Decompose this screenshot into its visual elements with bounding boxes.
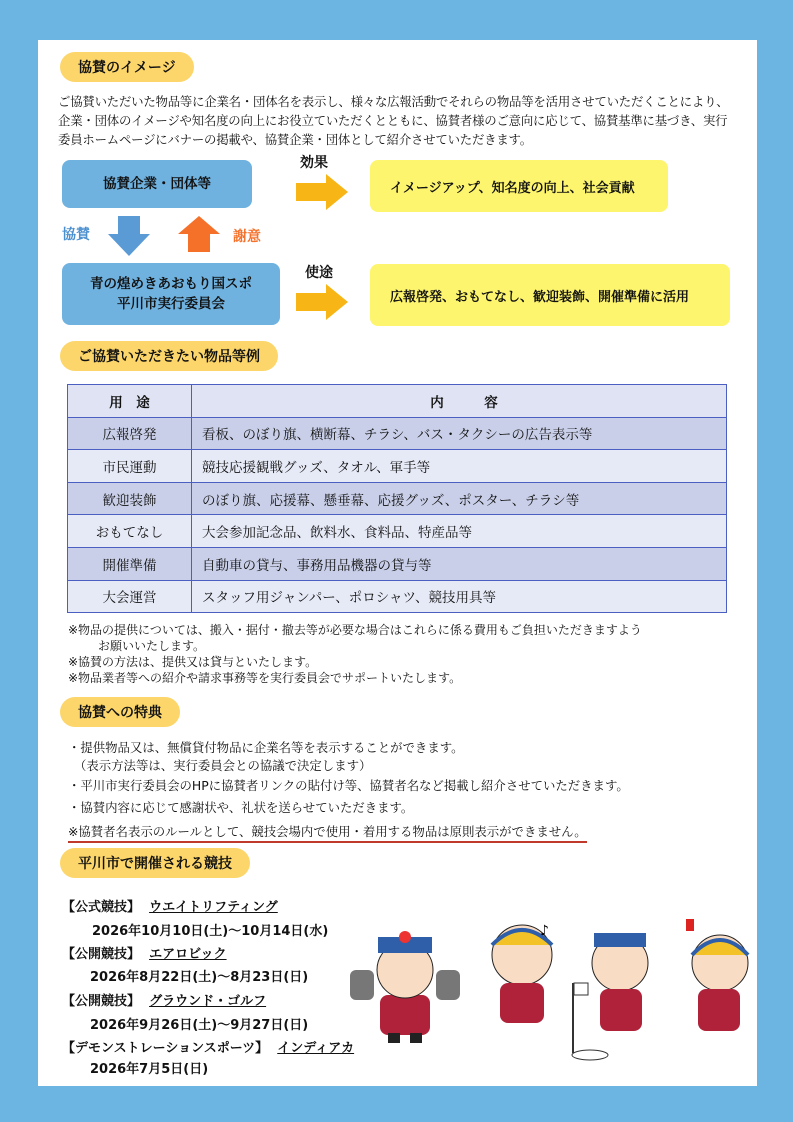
effect-label: 効果 (300, 155, 328, 171)
svg-text:♪: ♪ (540, 923, 549, 939)
benefit-item: （表示方法等は、実行委員会との協議で決定します） (74, 758, 372, 773)
committee-line1: 青の煌めきあおもり国スポ (90, 276, 252, 292)
row-content: 競技応援観戦グッズ、タオル、軍手等 (192, 450, 727, 483)
committee-box (62, 263, 280, 325)
row-usage: 開催準備 (68, 547, 192, 580)
event-item (62, 943, 227, 962)
event-name: ウエイトリフティング (149, 900, 278, 915)
row-usage: 大会運営 (68, 580, 192, 613)
up-arrow-icon (178, 216, 220, 252)
row-content: 自動車の貸与、事務用品機器の貸与等 (192, 547, 727, 580)
note: ※協賛の方法は、提供又は貸与といたします。 (68, 655, 318, 669)
table-row (68, 580, 727, 613)
table-row (68, 515, 727, 548)
row-usage: おもてなし (68, 515, 192, 548)
benefit-item: ・提供物品又は、無償貸付物品に企業名等を表示することができます。 (68, 740, 464, 755)
right-arrow-icon (296, 174, 348, 210)
section-heading-benefits: 協賛への特典 (60, 697, 180, 727)
warning-note: ※協賛者名表示のルールとして、競技会場内で使用・着用する物品は原則表示ができません。 (68, 822, 587, 843)
note: ※物品の提供については、搬入・据付・撤去等が必要な場合はこれらに係る費用もご負担いただきますよう (68, 623, 642, 637)
benefit-item: ・平川市実行委員会のHPに協賛者リンクの貼付け等、協賛者名など掲載し紹介させていただきます。 (68, 778, 629, 793)
right-arrow-icon (296, 284, 348, 320)
row-content: スタッフ用ジャンパー、ポロシャツ、競技用具等 (192, 580, 727, 613)
mascot-ground-golf (572, 933, 648, 1060)
note: お願いいたします。 (98, 639, 206, 653)
event-item (62, 990, 266, 1009)
row-usage: 広報啓発 (68, 417, 192, 450)
sponsor-box: 協賛企業・団体等 (62, 160, 252, 208)
table-header-row (68, 385, 727, 418)
note: ※物品業者等への紹介や請求事務等を実行委員会でサポートいたします。 (68, 671, 462, 685)
row-content: のぼり旗、応援幕、懸垂幕、応援グッズ、ポスター、チラシ等 (192, 482, 727, 515)
table-row (68, 547, 727, 580)
event-item (62, 1037, 354, 1056)
event-name: インディアカ (277, 1041, 355, 1056)
table-row (68, 417, 727, 450)
mascot-indiaca (686, 919, 748, 1031)
row-usage: 市民運動 (68, 450, 192, 483)
thanks-label: 謝意 (233, 229, 261, 245)
event-date: 2026年10月10日(土)～10月14日(水) (92, 924, 329, 939)
header-content: 内 容 (192, 385, 727, 418)
section-heading-events: 平川市で開催される競技 (60, 848, 250, 878)
intro-paragraph: ご協賛いただいた物品等に企業名・団体名を表示し、様々な広報活動でそれらの物品等を活用させていただくことにより、企業・団体のイメージや知名度の向上にお役立ていただくとともに、協賛者様のご意向に応じて、協賛基準に基づき、実行委員ホームページにバナーの掲載や、協賛企業・団体として紹介させていただきます。 (58, 94, 729, 147)
table-row (68, 482, 727, 515)
table-row (68, 450, 727, 483)
event-name: エアロビック (149, 947, 227, 962)
row-content: 大会参加記念品、飲料水、食料品、特産品等 (192, 515, 727, 548)
event-category: 【デモンストレーションスポーツ】 (62, 1041, 269, 1056)
event-category: 【公式競技】 (62, 900, 141, 915)
event-name: グラウンド・ゴルフ (149, 994, 267, 1009)
event-date: 2026年9月26日(土)～9月27日(日) (90, 1018, 309, 1033)
section-heading-image: 協賛のイメージ (60, 52, 194, 82)
row-usage: 歓迎装飾 (68, 482, 192, 515)
sponsor-label: 協賛 (62, 227, 90, 243)
mascot-aerobic (492, 923, 552, 1023)
down-arrow-icon (108, 216, 150, 256)
header-usage: 用 途 (68, 385, 192, 418)
event-date: 2026年7月5日(日) (90, 1062, 209, 1077)
section-heading-items: ご協賛いただきたい物品等例 (60, 341, 278, 371)
mascot-illustrations (350, 915, 770, 1065)
notes (68, 622, 642, 686)
mascot-weightlifting (350, 931, 460, 1043)
row-content: 看板、のぼり旗、横断幕、チラシ、バス・タクシーの広告表示等 (192, 417, 727, 450)
usage-label: 使途 (305, 265, 333, 281)
event-category: 【公開競技】 (62, 947, 141, 962)
event-category: 【公開競技】 (62, 994, 141, 1009)
effect-box: イメージアップ、知名度の向上、社会貢献 (370, 160, 668, 212)
committee-line2: 平川市実行委員会 (117, 296, 225, 312)
usage-box: 広報啓発、おもてなし、歓迎装飾、開催準備に活用 (370, 264, 730, 326)
items-table (67, 384, 727, 613)
event-item (62, 896, 278, 915)
benefit-item: ・協賛内容に応じて感謝状や、礼状を送らせていただきます。 (68, 800, 414, 815)
event-date: 2026年8月22日(土)～8月23日(日) (90, 970, 309, 985)
